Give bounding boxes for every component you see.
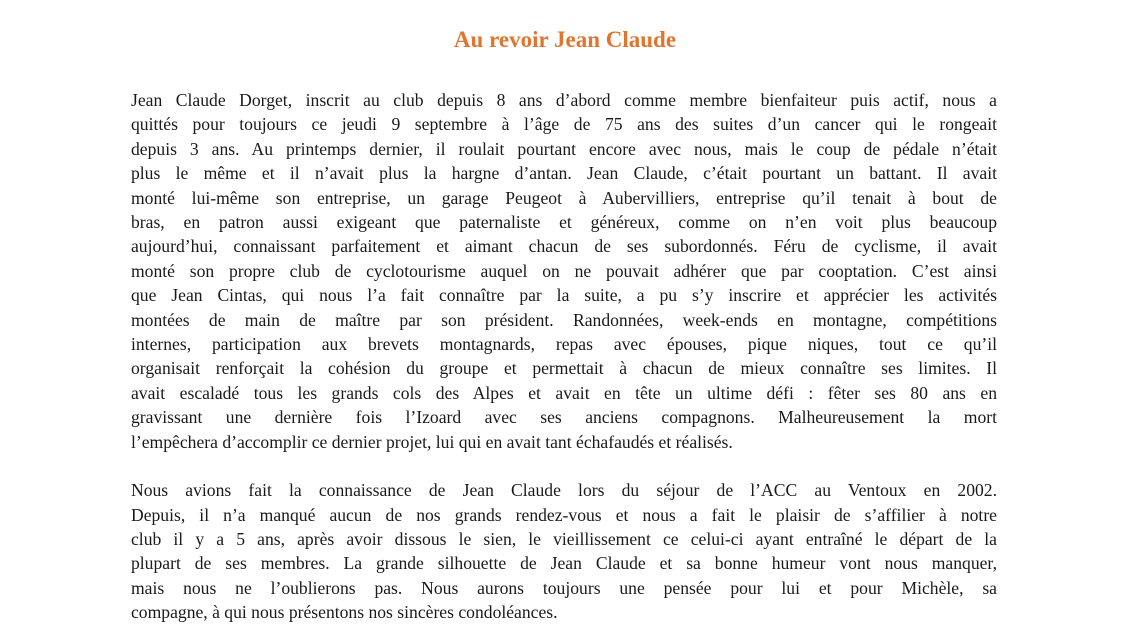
article-body	[131, 88, 997, 625]
text-line: l’empêchera d’accomplir ce dernier projet, lui qui en avait tant échafaudés et réalisés.	[131, 431, 733, 452]
text-line: quittés pour toujours ce jeudi 9 septembre à l’âge de 75 ans des suites d’un cancer qui le rongeait	[131, 114, 997, 135]
text-line: aujourd’hui, connaissant parfaitement et aimant chacun de ses subordonnés. Féru de cyclisme, il avait	[131, 236, 997, 257]
text-line: monté lui-même son entreprise, un garage Peugeot à Aubervilliers, entreprise qu’il tenait à bout de	[131, 187, 997, 208]
page-title: Au revoir Jean Claude	[453, 27, 677, 52]
text-line: avait escaladé tous les grands cols des Alpes et avait en tête un ultime défi : fêter ses 80 ans en	[131, 382, 997, 403]
text-line: monté son propre club de cyclotourisme auquel on ne pouvait adhérer que par cooptation. C’est ainsi	[131, 260, 997, 281]
text-line: gravissant une dernière fois l’Izoard avec ses anciens compagnons. Malheureusement la mort	[131, 407, 997, 428]
text-line: Depuis, il n’a manqué aucun de nos grands rendez-vous et nous a fait le plaisir de s’affilier à notre	[131, 504, 997, 525]
text-line: organisait renforçait la cohésion du groupe et permettait à chacun de mieux connaître ses limites. Il	[131, 358, 997, 379]
text-line: plus le même et il n’avait plus la hargne d’antan. Jean Claude, c’était pourtant un battant. Il avait	[131, 163, 997, 184]
paragraph-2	[131, 478, 997, 624]
text-line: internes, participation aux brevets montagnards, repas avec épouses, pique niques, tout ce qu’il	[131, 334, 997, 355]
text-line: depuis 3 ans. Au printemps dernier, il roulait pourtant encore avec nous, mais le coup de pédale n’était	[131, 138, 997, 159]
text-line: mais nous ne l’oublierons pas. Nous aurons toujours une pensée pour lui et pour Michèle, sa	[131, 577, 997, 598]
text-line: plupart de ses membres. La grande silhouette de Jean Claude et sa bonne humeur vont nous manquer,	[131, 553, 997, 574]
text-line: club il y a 5 ans, après avoir dissous le sien, le vieillissement ce celui-ci ayant entraîné le départ de la	[131, 528, 997, 549]
text-line: bras, en patron aussi exigeant que paternaliste et généreux, comme on n’en voit plus beaucoup	[131, 212, 997, 233]
text-line: compagne, à qui nous présentons nos sincères condoléances.	[131, 602, 558, 623]
text-line: Nous avions fait la connaissance de Jean Claude lors du séjour de l’ACC au Ventoux en 2002.	[131, 480, 997, 501]
text-line: Jean Claude Dorget, inscrit au club depuis 8 ans d’abord comme membre bienfaiteur puis actif, nous a	[131, 90, 997, 110]
paragraph-1	[131, 88, 997, 454]
text-line: montées de main de maître par son président. Randonnées, week-ends en montagne, compétitions	[131, 309, 997, 330]
text-line: que Jean Cintas, qui nous l’a fait connaître par la suite, a pu s’y inscrire et apprécier les activités	[131, 285, 997, 306]
